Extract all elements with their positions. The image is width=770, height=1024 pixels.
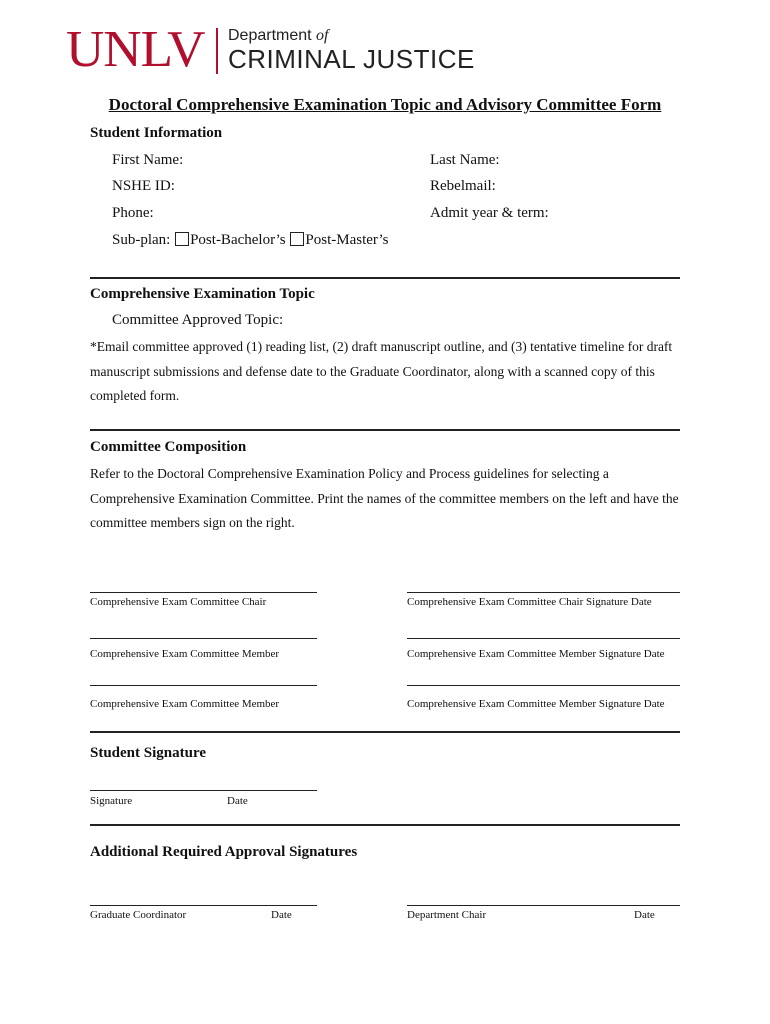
- chair-signature-line[interactable]: [407, 592, 680, 593]
- last-name-label: Last Name:: [430, 152, 500, 168]
- member2-name-label: Comprehensive Exam Committee Member: [90, 698, 280, 710]
- approved-topic-label: Committee Approved Topic:: [112, 312, 284, 328]
- phone-label: Phone:: [112, 205, 154, 221]
- approvals-heading: Additional Required Approval Signatures: [90, 844, 358, 860]
- section-divider: [90, 731, 680, 733]
- department-name: CRIMINAL JUSTICE: [228, 44, 475, 74]
- student-info-heading: Student Information: [90, 125, 223, 141]
- student-signature-heading: Student Signature: [90, 745, 207, 761]
- post-bachelor-label: Post-Bachelor’s: [190, 232, 286, 248]
- unlv-logo: UNLV: [66, 21, 205, 78]
- department-chair-date-label: Date: [634, 909, 655, 921]
- topic-heading: Comprehensive Examination Topic: [90, 286, 315, 302]
- student-signature-label: Signature: [90, 795, 133, 807]
- member1-signature-line[interactable]: [407, 638, 680, 639]
- logo-divider: [216, 28, 218, 74]
- section-divider: [90, 824, 680, 826]
- section-divider: [90, 277, 680, 279]
- chair-approval-signature-line[interactable]: [407, 905, 680, 906]
- first-name-label: First Name:: [112, 152, 184, 168]
- student-date-label: Date: [227, 795, 248, 807]
- coordinator-label: Graduate Coordinator: [90, 909, 187, 921]
- form-title: Doctoral Comprehensive Examination Topic and Advisory Committee Form: [108, 95, 662, 114]
- member2-signature-label: Comprehensive Exam Committee Member Signature Date: [407, 698, 665, 710]
- subplan-row: [112, 232, 388, 249]
- coordinator-signature-line[interactable]: [90, 905, 317, 906]
- topic-note: *Email committee approved (1) reading list, (2) draft manuscript outline, and (3) tentative timeline for draft manuscript submissions and defense date to the Graduate Coordinator, along with a scanned copy of this completed form.: [90, 339, 673, 403]
- committee-heading: Committee Composition: [90, 439, 247, 455]
- post-master-label: Post-Master’s: [305, 232, 389, 248]
- nshe-id-label: NSHE ID:: [112, 178, 175, 194]
- chair-signature-label: Comprehensive Exam Committee Chair Signature Date: [407, 596, 652, 608]
- member1-name-line[interactable]: [90, 638, 317, 639]
- department-of: of: [316, 27, 329, 44]
- admit-term-label: Admit year & term:: [430, 205, 549, 221]
- chair-name-line[interactable]: [90, 592, 317, 593]
- department-chair-label: Department Chair: [407, 909, 487, 921]
- section-divider: [90, 429, 680, 431]
- post-master-checkbox[interactable]: [290, 232, 304, 246]
- member1-signature-label: Comprehensive Exam Committee Member Signature Date: [407, 648, 665, 660]
- member2-name-line[interactable]: [90, 685, 317, 686]
- rebelmail-label: Rebelmail:: [430, 178, 496, 194]
- chair-name-label: Comprehensive Exam Committee Chair: [90, 596, 267, 608]
- subplan-label: Sub-plan:: [112, 232, 171, 248]
- member1-name-label: Comprehensive Exam Committee Member: [90, 648, 280, 660]
- student-signature-line[interactable]: [90, 790, 317, 791]
- post-bachelor-checkbox[interactable]: [175, 232, 189, 246]
- member2-signature-line[interactable]: [407, 685, 680, 686]
- coordinator-date-label: Date: [271, 909, 292, 921]
- committee-instructions: Refer to the Doctoral Comprehensive Examination Policy and Process guidelines for selecting a Comprehensive Examination Committee. Print the names of the committee members on the left and have the committee members sign on the right.: [90, 466, 679, 530]
- department-prefix: Department of: [228, 27, 329, 44]
